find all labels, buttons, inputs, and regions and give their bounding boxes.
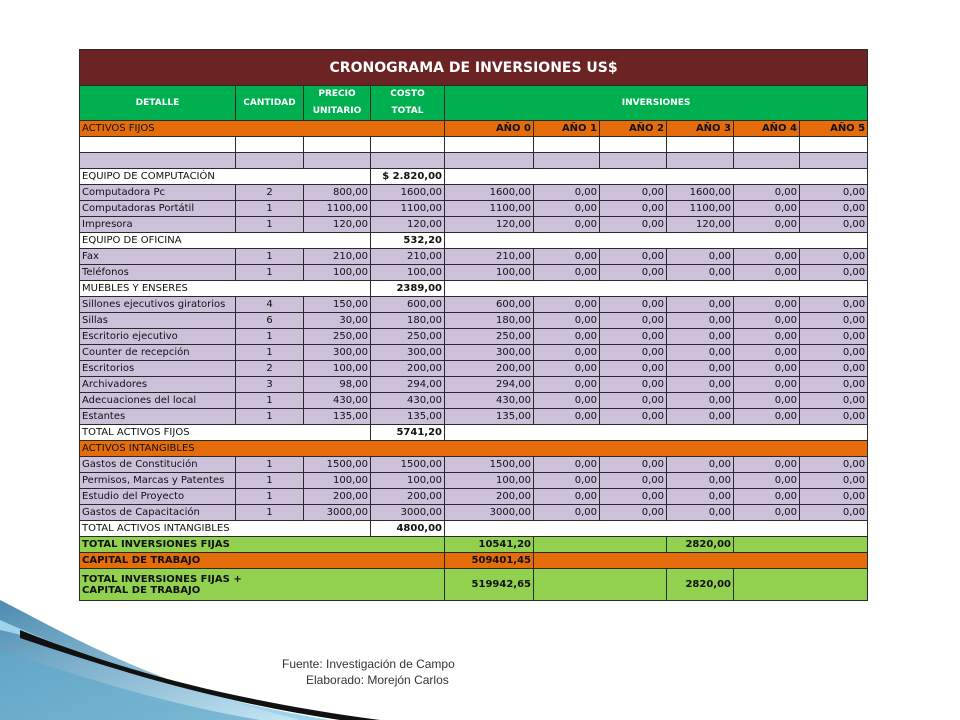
item-year-1: 0,00: [534, 457, 600, 473]
item-unit-price: 3000,00: [304, 505, 371, 521]
item-total-cost: 200,00: [371, 361, 445, 377]
section-total: 2389,00: [371, 281, 445, 297]
item-year-3: 0,00: [667, 297, 734, 313]
item-year-5: 0,00: [800, 473, 868, 489]
item-total-cost: 210,00: [371, 249, 445, 265]
item-unit-price: 300,00: [304, 345, 371, 361]
item-year-2: 0,00: [600, 409, 667, 425]
item-year-1: 0,00: [534, 249, 600, 265]
table-title: CRONOGRAMA DE INVERSIONES US$: [80, 50, 868, 86]
item-year-5: 0,00: [800, 393, 868, 409]
item-year-5: 0,00: [800, 249, 868, 265]
year-header-1: AÑO 1: [534, 121, 600, 137]
item-quantity: 2: [236, 361, 304, 377]
table-row: [80, 505, 868, 521]
item-total-cost: 300,00: [371, 345, 445, 361]
total-final-year3: 2820,00: [667, 569, 734, 601]
item-unit-price: 135,00: [304, 409, 371, 425]
header-inversiones: INVERSIONES: [445, 86, 868, 121]
section-total: 4800,00: [371, 521, 445, 537]
item-quantity: 1: [236, 457, 304, 473]
item-year-1: 0,00: [534, 361, 600, 377]
item-detail: Escritorio ejecutivo: [80, 329, 236, 345]
item-year-2: 0,00: [600, 489, 667, 505]
section-total: $ 2.820,00: [371, 169, 445, 185]
item-year-4: 0,00: [734, 249, 800, 265]
item-year-1: 0,00: [534, 185, 600, 201]
item-year-2: 0,00: [600, 201, 667, 217]
section-header-row: [80, 233, 868, 249]
item-year-5: 0,00: [800, 377, 868, 393]
total-inversiones-fijas-year0: 10541,20: [445, 537, 534, 553]
item-unit-price: 100,00: [304, 361, 371, 377]
section-label: MUEBLES Y ENSERES: [80, 281, 371, 297]
item-unit-price: 98,00: [304, 377, 371, 393]
item-detail: Sillas: [80, 313, 236, 329]
item-total-cost: 3000,00: [371, 505, 445, 521]
item-year-2: 0,00: [600, 185, 667, 201]
item-year-3: 0,00: [667, 377, 734, 393]
blank: [734, 569, 868, 601]
section-blank: [445, 233, 868, 249]
item-year-2: 0,00: [600, 313, 667, 329]
item-year-0: 200,00: [445, 361, 534, 377]
section-label: EQUIPO DE OFICINA: [80, 233, 371, 249]
item-year-2: 0,00: [600, 457, 667, 473]
capital-de-trabajo-value: 509401,45: [445, 553, 534, 569]
item-year-2: 0,00: [600, 473, 667, 489]
footer-notes: [282, 656, 455, 688]
section-total: 532,20: [371, 233, 445, 249]
item-unit-price: 150,00: [304, 297, 371, 313]
item-year-0: 300,00: [445, 345, 534, 361]
item-year-1: 0,00: [534, 201, 600, 217]
total-inversiones-fijas-year3: 2820,00: [667, 537, 734, 553]
item-total-cost: 1500,00: [371, 457, 445, 473]
item-quantity: 1: [236, 265, 304, 281]
item-total-cost: 600,00: [371, 297, 445, 313]
table-row: [80, 393, 868, 409]
item-year-4: 0,00: [734, 409, 800, 425]
activos-fijos-label: ACTIVOS FIJOS: [80, 121, 445, 137]
item-quantity: 4: [236, 297, 304, 313]
blank: [534, 569, 667, 601]
item-detail: Gastos de Capacitación: [80, 505, 236, 521]
item-year-3: 0,00: [667, 489, 734, 505]
item-year-1: 0,00: [534, 409, 600, 425]
item-year-1: 0,00: [534, 345, 600, 361]
table-row: [80, 329, 868, 345]
item-year-5: 0,00: [800, 361, 868, 377]
total-final-row: [80, 569, 868, 601]
item-year-2: 0,00: [600, 329, 667, 345]
item-year-1: 0,00: [534, 489, 600, 505]
capital-de-trabajo-row: [80, 553, 868, 569]
item-detail: Adecuaciones del local: [80, 393, 236, 409]
total-final-label-line2: CAPITAL DE TRABAJO: [82, 584, 201, 596]
section-total: 5741,20: [371, 425, 445, 441]
footer-author: Elaborado: Morejón Carlos: [306, 673, 449, 687]
table-row: [80, 201, 868, 217]
section-blank: [445, 521, 868, 537]
item-year-2: 0,00: [600, 361, 667, 377]
item-year-0: 1600,00: [445, 185, 534, 201]
item-year-1: 0,00: [534, 329, 600, 345]
item-detail: Computadora Pc: [80, 185, 236, 201]
item-year-2: 0,00: [600, 505, 667, 521]
item-detail: Gastos de Constitución: [80, 457, 236, 473]
item-year-4: 0,00: [734, 201, 800, 217]
item-year-0: 100,00: [445, 265, 534, 281]
item-year-4: 0,00: [734, 457, 800, 473]
item-year-4: 0,00: [734, 265, 800, 281]
item-year-1: 0,00: [534, 393, 600, 409]
item-quantity: 1: [236, 249, 304, 265]
item-year-4: 0,00: [734, 313, 800, 329]
item-year-2: 0,00: [600, 249, 667, 265]
item-year-0: 600,00: [445, 297, 534, 313]
item-total-cost: 250,00: [371, 329, 445, 345]
item-quantity: 6: [236, 313, 304, 329]
item-year-3: 0,00: [667, 329, 734, 345]
item-year-0: 1500,00: [445, 457, 534, 473]
item-year-1: 0,00: [534, 313, 600, 329]
item-year-0: 430,00: [445, 393, 534, 409]
item-year-1: 0,00: [534, 217, 600, 233]
item-year-4: 0,00: [734, 345, 800, 361]
item-quantity: 1: [236, 489, 304, 505]
table-row: [80, 345, 868, 361]
item-year-1: 0,00: [534, 505, 600, 521]
item-year-5: 0,00: [800, 345, 868, 361]
item-year-0: 210,00: [445, 249, 534, 265]
item-year-1: 0,00: [534, 377, 600, 393]
item-total-cost: 1600,00: [371, 185, 445, 201]
item-year-4: 0,00: [734, 297, 800, 313]
activos-intangibles-label: ACTIVOS INTANGIBLES: [80, 441, 868, 457]
item-total-cost: 100,00: [371, 265, 445, 281]
section-blank: [445, 425, 868, 441]
item-year-0: 250,00: [445, 329, 534, 345]
table-row: [80, 489, 868, 505]
item-year-0: 120,00: [445, 217, 534, 233]
table-row: [80, 185, 868, 201]
item-year-5: 0,00: [800, 329, 868, 345]
item-total-cost: 200,00: [371, 489, 445, 505]
item-year-5: 0,00: [800, 505, 868, 521]
item-year-5: 0,00: [800, 457, 868, 473]
item-year-1: 0,00: [534, 265, 600, 281]
item-unit-price: 1500,00: [304, 457, 371, 473]
item-quantity: 1: [236, 217, 304, 233]
table-row: [80, 473, 868, 489]
item-year-0: 294,00: [445, 377, 534, 393]
total-activos-intangibles-row: [80, 521, 868, 537]
item-year-3: 1600,00: [667, 185, 734, 201]
total-inversiones-fijas-row: [80, 537, 868, 553]
item-quantity: 1: [236, 345, 304, 361]
item-total-cost: 430,00: [371, 393, 445, 409]
item-unit-price: 30,00: [304, 313, 371, 329]
item-year-3: 120,00: [667, 217, 734, 233]
capital-de-trabajo-label: CAPITAL DE TRABAJO: [80, 553, 445, 569]
item-year-0: 135,00: [445, 409, 534, 425]
item-unit-price: 120,00: [304, 217, 371, 233]
item-total-cost: 1100,00: [371, 201, 445, 217]
item-year-4: 0,00: [734, 329, 800, 345]
item-year-5: 0,00: [800, 297, 868, 313]
item-year-0: 1100,00: [445, 201, 534, 217]
item-year-3: 1100,00: [667, 201, 734, 217]
table-row: [80, 377, 868, 393]
item-total-cost: 100,00: [371, 473, 445, 489]
item-total-cost: 120,00: [371, 217, 445, 233]
section-blank: [445, 281, 868, 297]
item-year-4: 0,00: [734, 361, 800, 377]
investment-schedule-sheet: [79, 49, 867, 634]
header-costo: COSTO TOTAL: [371, 86, 445, 121]
item-year-3: 0,00: [667, 393, 734, 409]
item-year-5: 0,00: [800, 409, 868, 425]
total-final-label: [80, 569, 445, 601]
item-quantity: 1: [236, 393, 304, 409]
item-year-4: 0,00: [734, 393, 800, 409]
item-total-cost: 135,00: [371, 409, 445, 425]
item-year-2: 0,00: [600, 297, 667, 313]
item-quantity: 1: [236, 329, 304, 345]
item-year-0: 180,00: [445, 313, 534, 329]
header-cantidad: CANTIDAD: [236, 86, 304, 121]
table-row: [80, 217, 868, 233]
total-final-label-line1: TOTAL INVERSIONES FIJAS +: [82, 573, 242, 585]
item-quantity: 1: [236, 505, 304, 521]
item-year-5: 0,00: [800, 489, 868, 505]
item-year-1: 0,00: [534, 473, 600, 489]
item-quantity: 1: [236, 409, 304, 425]
table-row: [80, 313, 868, 329]
item-year-2: 0,00: [600, 345, 667, 361]
item-year-3: 0,00: [667, 249, 734, 265]
item-detail: Archivadores: [80, 377, 236, 393]
item-year-0: 200,00: [445, 489, 534, 505]
item-year-2: 0,00: [600, 217, 667, 233]
item-detail: Counter de recepción: [80, 345, 236, 361]
footer-source: Fuente: Investigación de Campo: [282, 657, 455, 671]
item-unit-price: 800,00: [304, 185, 371, 201]
item-detail: Computadoras Portátil: [80, 201, 236, 217]
item-year-5: 0,00: [800, 201, 868, 217]
item-detail: Teléfonos: [80, 265, 236, 281]
year-header-2: AÑO 2: [600, 121, 667, 137]
item-year-3: 0,00: [667, 361, 734, 377]
investment-table: [79, 49, 868, 601]
item-quantity: 1: [236, 201, 304, 217]
item-detail: Estudio del Proyecto: [80, 489, 236, 505]
table-row: [80, 249, 868, 265]
item-year-4: 0,00: [734, 377, 800, 393]
header-precio: PRECIO UNITARIO: [304, 86, 371, 121]
item-year-3: 0,00: [667, 345, 734, 361]
item-year-3: 0,00: [667, 313, 734, 329]
item-year-4: 0,00: [734, 505, 800, 521]
item-quantity: 1: [236, 473, 304, 489]
year-header-0: AÑO 0: [445, 121, 534, 137]
item-detail: Estantes: [80, 409, 236, 425]
item-unit-price: 100,00: [304, 473, 371, 489]
item-detail: Sillones ejecutivos giratorios: [80, 297, 236, 313]
item-detail: Permisos, Marcas y Patentes: [80, 473, 236, 489]
table-row: [80, 265, 868, 281]
item-year-3: 0,00: [667, 473, 734, 489]
item-total-cost: 180,00: [371, 313, 445, 329]
item-year-0: 100,00: [445, 473, 534, 489]
year-header-5: AÑO 5: [800, 121, 868, 137]
item-unit-price: 210,00: [304, 249, 371, 265]
item-year-2: 0,00: [600, 265, 667, 281]
total-final-year0: 519942,65: [445, 569, 534, 601]
table-row: [80, 297, 868, 313]
item-unit-price: 100,00: [304, 265, 371, 281]
blank: [734, 537, 868, 553]
item-year-0: 3000,00: [445, 505, 534, 521]
item-quantity: 2: [236, 185, 304, 201]
item-detail: Escritorios: [80, 361, 236, 377]
section-header-row: [80, 281, 868, 297]
year-header-3: AÑO 3: [667, 121, 734, 137]
item-year-4: 0,00: [734, 185, 800, 201]
section-header-row: [80, 169, 868, 185]
year-header-4: AÑO 4: [734, 121, 800, 137]
table-row: [80, 457, 868, 473]
item-year-5: 0,00: [800, 265, 868, 281]
blank: [534, 553, 868, 569]
item-year-4: 0,00: [734, 473, 800, 489]
item-total-cost: 294,00: [371, 377, 445, 393]
item-year-5: 0,00: [800, 313, 868, 329]
header-detalle: DETALLE: [80, 86, 236, 121]
item-year-4: 0,00: [734, 217, 800, 233]
item-unit-price: 200,00: [304, 489, 371, 505]
item-year-3: 0,00: [667, 409, 734, 425]
section-label: EQUIPO DE COMPUTACIÓN: [80, 169, 371, 185]
item-detail: Fax: [80, 249, 236, 265]
item-year-3: 0,00: [667, 457, 734, 473]
section-label: TOTAL ACTIVOS INTANGIBLES: [80, 521, 371, 537]
item-year-4: 0,00: [734, 489, 800, 505]
item-detail: Impresora: [80, 217, 236, 233]
item-unit-price: 250,00: [304, 329, 371, 345]
section-label: TOTAL ACTIVOS FIJOS: [80, 425, 371, 441]
item-year-2: 0,00: [600, 377, 667, 393]
activos-intangibles-row: [80, 441, 868, 457]
item-unit-price: 430,00: [304, 393, 371, 409]
section-blank: [445, 169, 868, 185]
item-year-3: 0,00: [667, 505, 734, 521]
blank: [534, 537, 667, 553]
item-year-3: 0,00: [667, 265, 734, 281]
item-year-5: 0,00: [800, 217, 868, 233]
item-year-1: 0,00: [534, 297, 600, 313]
item-unit-price: 1100,00: [304, 201, 371, 217]
table-row: [80, 361, 868, 377]
total-inversiones-fijas-label: TOTAL INVERSIONES FIJAS: [80, 537, 445, 553]
item-year-5: 0,00: [800, 185, 868, 201]
item-quantity: 3: [236, 377, 304, 393]
total-activos-fijos-row: [80, 425, 868, 441]
item-year-2: 0,00: [600, 393, 667, 409]
table-row: [80, 409, 868, 425]
